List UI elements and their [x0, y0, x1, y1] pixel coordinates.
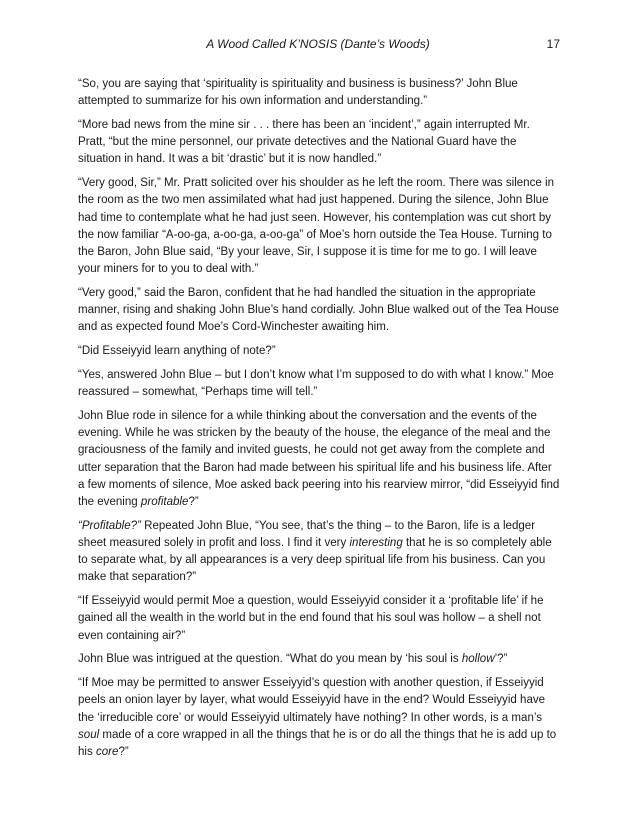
text-run: John Blue rode in silence for a while thinking about the conversation and the events of the evening. While he was stricken by the beauty of the house, the elegance of the meal and the graciousness of the family and invited guests, he could not get away from the complete and utter separation that the Baron had made between his spiritual life and his business life. After a few moments of silence, Moe asked back peering into his rearview mirror, “did Esseiyyid find the evening — [78, 410, 560, 509]
paragraph: “If Esseiyyid would permit Moe a question, would Esseiyyid consider it a ‘profitable life’ if he gained all the wealth in the world but in the end found that his soul was hollow – a shell not even containing air?” — [78, 595, 544, 642]
paragraph: “Yes, answered John Blue – but I don’t know what I’m supposed to do with what I know.” Moe reassured – somewhat, “Perhaps time will tell.” — [78, 369, 554, 399]
paragraph: “Very good, Sir,” Mr. Pratt solicited over his shoulder as he left the room. There was silence in the room as the two men assimilated what had just happened. During the silence, John Blue had time to contemplate what he had just seen. However, his contemplation was cut short by the now familiar “A-oo-ga, a-oo-ga, a-oo-ga” of Moe’s horn outside the Tea House. Turning to the Baron, John Blue said, “By your leave, Sir, I suppose it is time for me to go. I will leave your miners for to you to deal with.” — [78, 177, 554, 276]
paragraph: “So, you are saying that ‘spirituality is spirituality and business is business?’ John Blue attempted to summarize for his own information and understanding.” — [78, 78, 518, 108]
paragraph — [78, 408, 560, 511]
running-header: A Wood Called K’NOSIS (Dante’s Woods) — [206, 37, 430, 51]
paragraph: “More bad news from the mine sir . . . there has been an ‘incident’,” again interrupted Mr. Pratt, “but the mine personnel, our private detectives and the National Guard have the situation in hand. It was a bit ‘drastic’ but it is now handled.” — [78, 119, 530, 166]
paragraph — [78, 518, 560, 587]
text-run: “If Moe may be permitted to answer Esseiyyid’s question with another question, if Esseiyyid peels an onion layer by layer, what would Esseiyyid have in the end? Would Esseiyyid have the ‘irreducible core’ or would Esseiyyid ultimately have nothing? In other words, is a man’s — [78, 677, 546, 724]
paragraph — [78, 675, 560, 761]
text-run: ?” — [118, 746, 129, 759]
body-text — [78, 76, 560, 768]
emphasis: core — [95, 746, 119, 759]
emphasis: hollow — [461, 653, 495, 666]
page-number: 17 — [546, 37, 560, 51]
emphasis: “Profitable?” — [78, 519, 141, 532]
text-run: made of a core wrapped in all the things that he is or do all the things that he is add up to his — [78, 728, 557, 759]
emphasis: soul — [78, 728, 100, 741]
paragraph — [78, 651, 560, 668]
emphasis: interesting — [349, 537, 403, 550]
paragraph: “Did Esseiyyid learn anything of note?” — [78, 345, 276, 358]
text-run: that he is so completely able to separate what, by all appearances is a very deep spiritual life from his business. Can you make that separation?” — [78, 537, 552, 584]
emphasis: profitable — [140, 496, 189, 509]
text-run: ?” — [188, 496, 199, 509]
text-run: John Blue was intrigued at the question. “What do you mean by ‘his soul is — [78, 653, 462, 666]
text-run: ’?” — [494, 653, 508, 666]
text-run: Repeated John Blue, “You see, that’s the thing – to the Baron, life is a ledger sheet measured solely in profit and loss. I find it very — [78, 519, 536, 550]
paragraph: “Very good,” said the Baron, confident that he had handled the situation in the appropriate manner, rising and shaking John Blue’s hand cordially. John Blue walked out of the Tea House and as expected found Moe’s Cord-Winchester awaiting him. — [78, 287, 559, 334]
